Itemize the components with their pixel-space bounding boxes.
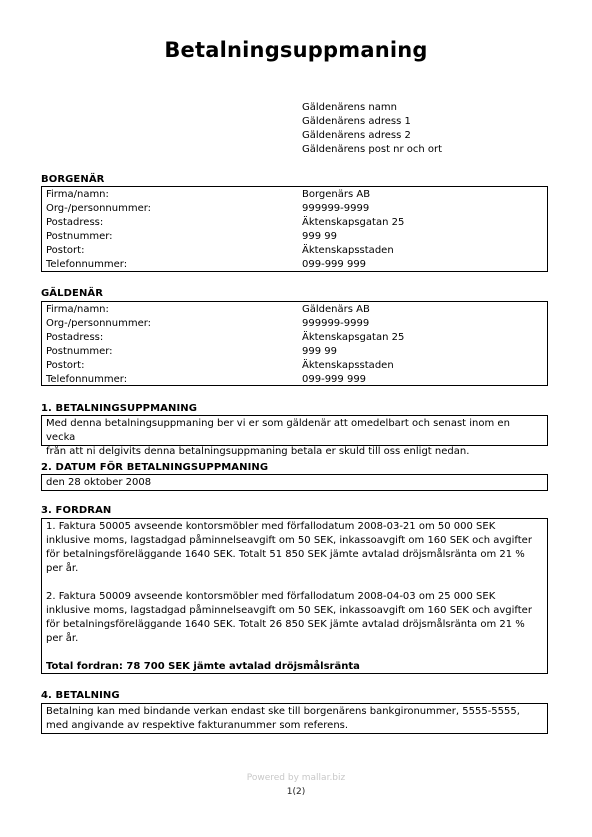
creditor-row — [42, 188, 547, 202]
creditor-row — [42, 230, 547, 244]
field-label: Org-/personnummer: — [46, 203, 152, 214]
claim-1-line: 1. Faktura 50005 avseende kontorsmöbler med förfallodatum 2008-03-21 om 50 000 SEK — [46, 521, 496, 532]
document-title: Betalningsuppmaning — [164, 38, 428, 62]
section-1-line: Med denna betalningsuppmaning ber vi er som gäldenär att omedelbart och senast inom en vecka — [46, 418, 510, 443]
total-claim: Total fordran: 78 700 SEK jämte avtalad dröjsmålsränta — [46, 661, 360, 672]
section-2-box — [41, 474, 548, 491]
field-label: Firma/namn: — [46, 304, 109, 315]
field-label: Firma/namn: — [46, 189, 109, 200]
field-value: Äktenskapsgatan 25 — [302, 332, 405, 343]
field-value: Gäldenärs AB — [302, 304, 370, 315]
section-2-heading: 2. DATUM FÖR BETALNINGSUPPMANING — [41, 462, 269, 473]
section-4-line: Betalning kan med bindande verkan endast ske till borgenärens bankgironummer, 5555-5555, — [46, 706, 520, 717]
creditor-row — [42, 202, 547, 216]
recipient-postal: Gäldenärens post nr och ort — [302, 144, 443, 155]
creditor-row — [42, 216, 547, 230]
creditor-heading: BORGENÄR — [41, 174, 105, 185]
section-3-box — [41, 518, 548, 674]
field-label: Telefonnummer: — [46, 374, 128, 385]
recipient-address-1: Gäldenärens adress 1 — [302, 116, 411, 127]
field-value: 999 99 — [302, 231, 337, 242]
debtor-heading: GÄLDENÄR — [41, 288, 104, 299]
section-1-box — [41, 415, 548, 457]
section-4-box — [41, 703, 548, 734]
section-1-line: från att ni delgivits denna betalningsuppmaning betala er skuld till oss enligt nedan. — [46, 446, 470, 457]
field-value: Äktenskapsgatan 25 — [302, 217, 405, 228]
request-date: den 28 oktober 2008 — [46, 477, 152, 488]
claim-2-line: för betalningsföreläggande 1640 SEK. Totalt 26 850 SEK jämte avtalad dröjsmålsränta om 21 % — [46, 619, 525, 630]
debtor-row — [42, 373, 547, 387]
recipient-name: Gäldenärens namn — [302, 102, 397, 113]
debtor-box — [41, 301, 548, 386]
field-value: 099-999 999 — [302, 374, 367, 385]
claim-1-line: per år. — [46, 563, 79, 574]
field-value: 999 99 — [302, 346, 337, 357]
creditor-row — [42, 244, 547, 258]
powered-by-link[interactable]: Powered by mallar.biz — [246, 773, 346, 783]
recipient-address-2: Gäldenärens adress 2 — [302, 130, 411, 141]
claim-1-line: för betalningsföreläggande 1640 SEK. Totalt 51 850 SEK jämte avtalad dröjsmålsränta om 21 % — [46, 549, 525, 560]
field-label: Postadress: — [46, 332, 104, 343]
debtor-row — [42, 331, 547, 345]
claim-1-line: inklusive moms, lagstadgad påminnelseavgift om 50 SEK, inkassoavgift om 160 SEK och avgifter — [46, 535, 532, 546]
section-3-heading: 3. FORDRAN — [41, 505, 112, 516]
debtor-row — [42, 359, 547, 373]
field-label: Postadress: — [46, 217, 104, 228]
creditor-row — [42, 258, 547, 272]
recipient-address-block — [302, 101, 442, 157]
field-label: Postort: — [46, 360, 85, 371]
claim-2-line: per år. — [46, 633, 79, 644]
field-value: 999999-9999 — [302, 318, 370, 329]
field-label: Postnummer: — [46, 346, 113, 357]
claim-2-line: inklusive moms, lagstadgad påminnelseavgift om 50 SEK, inkassoavgift om 160 SEK och avgifter — [46, 605, 532, 616]
debtor-row — [42, 317, 547, 331]
field-label: Telefonnummer: — [46, 259, 128, 270]
field-label: Postnummer: — [46, 231, 113, 242]
section-4-heading: 4. BETALNING — [41, 690, 120, 701]
field-label: Postort: — [46, 245, 85, 256]
field-value: 099-999 999 — [302, 259, 367, 270]
page-number: 1(2) — [286, 787, 306, 797]
debtor-row — [42, 303, 547, 317]
field-value: Äktenskapsstaden — [302, 245, 394, 256]
field-label: Org-/personnummer: — [46, 318, 152, 329]
creditor-box — [41, 186, 548, 272]
section-4-line: med angivande av respektive fakturanummer som referens. — [46, 720, 349, 731]
field-value: 999999-9999 — [302, 203, 370, 214]
claim-2-line: 2. Faktura 50009 avseende kontorsmöbler med förfallodatum 2008-04-03 om 25 000 SEK — [46, 591, 496, 602]
field-value: Borgenärs AB — [302, 189, 371, 200]
section-1-heading: 1. BETALNINGSUPPMANING — [41, 403, 198, 414]
debtor-row — [42, 345, 547, 359]
field-value: Äktenskapsstaden — [302, 360, 394, 371]
